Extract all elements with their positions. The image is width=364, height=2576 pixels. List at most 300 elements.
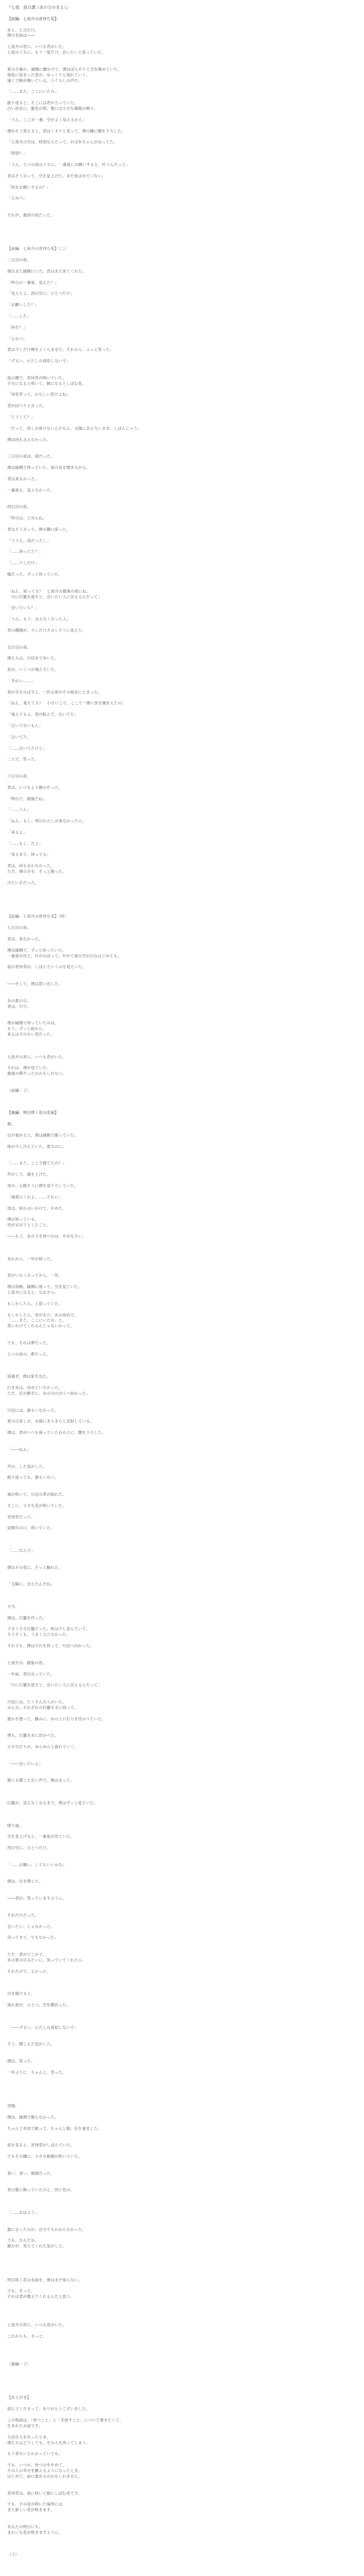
text-line: 僕たちは、川辺まで歩いた。 [7,656,59,661]
text-line: 茜色に染まった雲が、ゆっくりと流れていく。 [7,72,90,77]
text-line: 体が少し冷えていた。夏なのに。 [7,1144,67,1149]
blank-line [7,398,357,403]
blank-line [7,903,357,909]
blank-line [7,1576,357,1582]
text-line: 母が言おうとしたこと。 [7,1223,51,1228]
blank-line [7,762,357,768]
blank-line [7,2317,357,2323]
blank-line [7,448,357,454]
blank-line [7,1189,357,1195]
blank-line [7,824,357,830]
blank-line [7,639,357,645]
blank-line [7,1368,357,1374]
blank-line [7,2020,357,2025]
blank-line [7,499,357,504]
blank-line [7,2480,357,2485]
text-line: 七日目の夜。 [7,925,31,930]
text-line: 夕方。 [7,1604,19,1609]
blank-line [7,2148,357,2154]
text-line: 誰かが、答えてくれた気がした。 [7,2244,67,2249]
blank-line [7,207,357,213]
text-line: 君は来なかった。 [7,476,39,481]
blank-line [7,1139,357,1144]
text-line: 生まれたお話です。 [7,2423,43,2428]
text-line: もう来ないとわかっていても。 [7,2451,63,2456]
text-line: 君はそう言って、僕の隣に座った。 [7,527,71,532]
text-line: 「だって、夜しか咲けないんだもん。太陽に会えないまま、しぼんじゃう」 [7,426,142,431]
blank-line [7,684,357,690]
blank-line [7,157,357,162]
text-line: 声がして、顔を上げた。 [7,1172,51,1177]
blank-line [7,611,357,617]
blank-line [7,706,357,712]
text-line: あの夏の日。 [7,998,31,1003]
blank-line [7,521,357,527]
text-line: 君が手をのばすと、一匹の蛍がその指先にとまった。 [7,689,102,694]
blank-line [7,95,357,100]
text-line: 「……なんで」 [7,1548,35,1553]
text-line: 来るはずのない君だった。 [7,1031,55,1037]
text-line: みんな、それぞれの灯籠を手に持って。 [7,1705,78,1710]
text-line: 「……泣いてたけど」 [7,745,47,751]
text-line: 僕は、灯籠を作った。 [7,1615,47,1620]
blank-line [7,634,357,639]
text-line: 読んでくださって、ありがとうございました。 [7,2406,90,2412]
blank-line [7,1975,357,1980]
text-line: 七夜月の宵に、いつも君がいた。 [7,1054,67,1059]
blank-line [7,942,357,948]
text-line: 「……もし、だよ」 [7,841,43,846]
blank-line [7,1828,357,1834]
text-line: 戻ってきて、でもなかった。 [7,1935,59,1940]
text-line: 「……した」 [7,313,31,318]
text-line: また新しい花が咲きます。 [7,2507,55,2513]
text-line: 下手くそな灯籠だった。紙は少し歪んでいて、 [7,1626,90,1632]
blank-line [7,1885,357,1890]
text-line: 母が、心配そうに僕を見下ろしていた。 [7,1183,78,1189]
text-line: 僕は、君がいつも座っていた石の上に、腰を下ろした。 [7,1430,106,1435]
text-line: 「……また、ここにいたの」と、 [7,1318,67,1323]
blank-line [7,1986,357,1991]
blank-line [7,2340,357,2345]
blank-line [7,1442,357,1447]
blank-line [7,2137,357,2143]
blank-line [7,1414,357,1419]
blank-line [7,1756,357,1761]
blank-line [7,1262,357,1268]
text-line: 五日目の夜。 [7,645,31,650]
text-line: あれから、一年が経った。 [7,1256,55,1261]
blank-line [7,2121,357,2126]
blank-line [7,1750,357,1756]
text-line: 蛍が、いくつか飛んでいた。 [7,667,59,672]
blank-line [7,387,357,393]
text-line: 二人で、笑った。 [7,757,39,762]
blank-line [7,190,357,196]
blank-line [7,1806,357,1812]
blank-line [7,2064,357,2070]
text-line: 君がいなくなってから、一年。 [7,1273,63,1278]
blank-line [7,2390,357,2396]
blank-line [7,1543,357,1548]
blank-line [7,471,357,477]
text-line: 「泣いてた」 [7,734,31,739]
blank-line [7,1795,357,1801]
blank-line [7,976,357,981]
blank-line [7,319,357,325]
text-line: でも、その花が咲いた場所には、 [7,2502,67,2507]
blank-line [7,1436,357,1442]
text-line: もしかしたら、君がまた、あの浴衣で、 [7,1312,78,1317]
text-line: 「来るまで、待ってる」 [7,852,51,857]
blank-line [7,1127,357,1133]
text-line: 最後の夢だったのかもしれない。 [7,1071,67,1076]
blank-line [7,2283,357,2289]
blank-line [7,1245,357,1251]
blank-line [7,1251,357,1257]
blank-line [7,2182,357,2188]
blank-line [7,1997,357,2003]
text-line: （前編・了） [7,1088,31,1093]
blank-line [7,112,357,117]
blank-line [7,1980,357,1986]
text-line: 「昨日は、ごめんね」 [7,516,47,521]
blank-line [7,662,357,667]
blank-line [7,1677,357,1683]
blank-line [7,813,357,819]
text-line: 夕方になると咲いて、朝になるとしぼむ花。 [7,381,86,386]
text-line: 「何を？」 [7,325,27,330]
blank-line [7,1666,357,1672]
text-line: ちゃんと布団で眠って、ちゃんと朝、目を覚ました。 [7,2126,102,2131]
document-body [7,16,357,2558]
blank-line [7,1784,357,1789]
blank-line [7,2457,357,2463]
blank-line [7,56,357,61]
text-line: 僕はまた縁側にいた。君はまた来てくれた。 [7,268,86,274]
text-line: 僕が縁側で待っていたのは、 [7,1021,59,1026]
text-line: 「風邪ひくわよ。……それに」 [7,1194,63,1199]
text-line: 翌朝。 [7,2104,19,2109]
text-line: でもその隣に、小さな朝顔が咲いていた。 [7,2154,82,2159]
text-line: 白い浴衣に、藍色の帯。髪には小さな朝顔の飾り。 [7,106,98,111]
story-section [7,16,357,1111]
blank-line [7,1166,357,1172]
blank-line [7,286,357,292]
blank-line [7,1929,357,1935]
text-line: きれいな花が咲きますように。 [7,2530,63,2535]
text-line: 【あとがき】 [7,2395,31,2400]
blank-line [7,2222,357,2227]
blank-line [7,2519,357,2524]
blank-line [7,1082,357,1088]
text-line: 「……おはよう」 [7,2210,39,2215]
blank-line [7,218,357,224]
text-line: 「ううん。雨だったし」 [7,538,51,543]
text-line: ただ、足が勝手に、あの川のほうへ向かった。 [7,1391,90,1396]
text-line: 振り返っても、誰もいない。 [7,1475,59,1480]
blank-line [7,858,357,863]
blank-line [7,22,357,28]
text-line: それが、最初の夜だった。 [7,212,55,217]
blank-line [7,2177,357,2182]
blank-line [7,1946,357,1952]
text-line: 「きれい……」 [7,678,35,683]
blank-line [7,2233,357,2239]
blank-line [7,275,357,280]
text-line: 「……少しだけ」 [7,561,39,566]
text-line: 【前編：七夜月の宵待ち花】（終） [7,914,69,919]
blank-line [7,342,357,347]
text-line: 「何をお願いするの？」 [7,184,51,190]
blank-line [7,364,357,370]
blank-line [7,252,357,258]
blank-line [7,779,357,785]
blank-line [7,2547,357,2552]
blank-line [7,2261,357,2266]
text-line: 会いたい、じゃなかった。 [7,1924,55,1929]
text-line: 君はそう言って、空を見上げた。まだ星は出ていない。 [7,173,106,178]
blank-line [7,886,357,892]
text-line: 明日咲く花の名前を、僕はまだ知らない。 [7,2277,82,2282]
blank-line [7,2008,357,2014]
blank-line [7,2356,357,2362]
blank-line [7,768,357,774]
blank-line [7,1520,357,1526]
blank-line [7,263,357,269]
document-title: 『七夜 前日譚（あのひのまえ）』 [7,5,70,10]
blank-line [7,2205,357,2210]
text-line: そこに、小さな花が咲いていた。 [7,1503,67,1508]
text-line: 目が覚めると、僕は縁側で眠っていた。 [7,1133,78,1138]
text-line: 母は、何か言いかけて、やめた。 [7,1206,67,1211]
blank-line [7,1722,357,1728]
blank-line [7,1380,357,1385]
blank-line [7,1116,357,1122]
text-line: （後編・了） [7,2362,31,2367]
text-line: 七夜のうちに、もう一度だけ、会いたいと思っていた。 [7,50,106,55]
text-line: 「……お願い、してもいいかな」 [7,1862,67,1867]
text-line: 「――会いたいよ」 [7,1761,43,1766]
text-line: 僕も、灯籠を水に浮かべた。 [7,1733,59,1738]
blank-line [7,600,357,605]
text-line: 【前編：七夜月の宵待ち花】（二） [7,246,69,251]
blank-line [7,970,357,976]
text-line: それは、僕が見ていた、 [7,1065,51,1071]
blank-line [7,241,357,246]
text-line: 僕は知っている。 [7,1217,39,1222]
text-line: 「昨日の一番星、見えた？」 [7,280,59,285]
text-line: 「ひみつ」 [7,336,27,341]
text-line: 庭を見ると、宵待草がしぼんでいた。 [7,2143,74,2148]
text-line: 誰かを想って、静かに、水の上に灯りを浮かべていた。 [7,1716,106,1721]
text-line: ――君が、笑っていますように。 [7,1896,67,1901]
text-line: 「ねえ、覚えてる？ 小さいころ、ここで一緒に蛍を捕まえたの」 [7,701,126,706]
blank-line [7,920,357,925]
blank-line [7,1868,357,1874]
text-line: 「特別？」 [7,151,27,156]
blank-line [7,168,357,174]
text-line: はじめて、前に進めるのかもしれません。 [7,2473,82,2479]
text-line: 夏の日差しが、水面にきらきらと反射している。 [7,1419,94,1424]
text-line: 宵待草だった。 [7,1514,35,1519]
text-line: 昼過ぎ、僕は家を出た。 [7,1374,51,1379]
blank-line [7,544,357,550]
blank-line [7,308,357,314]
text-line: 一番星が出て、月がのぼって、やがて東の空が白みはじめても。 [7,953,122,958]
text-line: 僕は、縁側で眠らなかった。 [7,2114,59,2120]
text-line: 僕は何も言えなかった。 [7,437,51,442]
blank-line [7,1570,357,1576]
blank-line [7,1688,357,1694]
blank-line [7,2485,357,2491]
text-line: ただ、君がどこかで、 [7,1952,47,1957]
blank-line [7,2036,357,2042]
blank-line [7,2429,357,2435]
text-line: 帰り道。 [7,1823,23,1828]
blank-line [7,1638,357,1643]
blank-line [7,1077,357,1082]
blank-line [7,1789,357,1795]
text-line: 二日目の夜。 [7,258,31,263]
text-line: 七夜月の、最後の夜。 [7,1660,47,1665]
blank-line [7,987,357,993]
blank-line [7,1397,357,1402]
blank-line [7,134,357,140]
blank-line [7,583,357,589]
blank-line [7,1919,357,1924]
blank-line [7,1043,357,1049]
blank-line [7,1453,357,1459]
blank-line [7,1329,357,1335]
text-line: 七夜月になると、なおさら。 [7,1290,59,1295]
blank-line [7,1621,357,1627]
text-line: 僕たちはどうしても、その人を待ってしまう。 [7,2440,90,2445]
blank-line [7,2193,357,2199]
text-line: あの夏の日みたいに、笑っていてくれたら。 [7,1957,86,1962]
blank-line [7,2367,357,2373]
blank-line [7,2092,357,2098]
text-line: もう、ずっと前から、 [7,1026,46,1031]
text-line: 「……また、ここにいたの」 [7,89,59,94]
blank-line [7,1402,357,1408]
text-line: 君がぽつりと言った。 [7,403,47,409]
blank-line [7,2446,357,2451]
text-line: 「……うん」 [7,807,31,812]
blank-line [7,875,357,880]
blank-line [7,123,357,129]
text-line: 庭の隅で、宵待草が咲いていた。 [7,375,67,380]
blank-line [7,1649,357,1655]
text-line: 流れ星が、ひとつ、空を横切った。 [7,2003,70,2008]
text-line: 冷たい手だった。 [7,880,39,885]
blank-line [7,2373,357,2379]
blank-line [7,1593,357,1599]
blank-line [7,1150,357,1156]
blank-line [7,1481,357,1486]
text-line: 大切な人を失ったとき、 [7,2434,51,2439]
text-line: 僕は毎晩、縁側に座って、空を見ていた。 [7,1284,82,1290]
blank-line [7,1531,357,1537]
blank-line [7,1694,357,1700]
text-line: 遠くで蝉が鳴いている。ひぐらしの声だ。 [7,78,82,83]
blank-line [7,2311,357,2317]
text-line: 「――ねえ」 [7,1447,31,1452]
text-line: それでも、僕はそれを持って、川辺へ向かった。 [7,1643,94,1649]
text-line: 笑いかけてくれるんじゃないかって。 [7,1324,74,1329]
text-line: 「覚えてるよ。君が転んで、泣いてた」 [7,712,78,717]
text-line: 夏の夕暮れ、縁側に腰かけて、僕はぼんやりと空を眺めていた。 [7,66,122,72]
blank-line [7,2266,357,2272]
text-line: 「ずるい。わたしの真似しないで」 [7,359,71,364]
blank-line [7,1727,357,1733]
blank-line [7,1587,357,1593]
text-line: 「ひみつ」 [7,196,27,201]
blank-line [7,1211,357,1217]
blank-line [7,2031,357,2037]
blank-line [7,1267,357,1273]
text-line: 誰にも聞こえない声で、僕は言った。 [7,1778,74,1783]
blank-line [7,297,357,302]
blank-line [7,2541,357,2547]
blank-line [7,1156,357,1161]
blank-line [7,1009,357,1015]
blank-line [7,420,357,426]
text-line: 「川に灯籠を流すと、会いたい人に会えるんだって」 [7,1683,102,1688]
blank-line [7,566,357,572]
text-line: でも、それは夢だった。 [7,1340,51,1345]
text-line: 嘘だった。ずっと待っていた。 [7,571,62,577]
blank-line [7,2300,357,2306]
blank-line [7,1818,357,1823]
blank-line [7,1941,357,1946]
text-line: これからも、きっと。 [7,2333,47,2338]
blank-line [7,650,357,656]
text-line: 一年前、君が言っていた。 [7,1671,55,1676]
blank-line [7,482,357,488]
text-line: 「どうして？」 [7,415,35,420]
blank-line [7,2384,357,2390]
blank-line [7,2496,357,2502]
text-line: ただ、僕の手を、そっと握った。 [7,869,67,874]
text-line: 僕は縁側で待っていた。雨の音を聞きながら。 [7,465,90,470]
blank-line [7,2345,357,2350]
text-line: もしかしたら、と思っていた。 [7,1301,63,1306]
blank-line [7,1554,357,1560]
text-line: それは君が教えてくれるんだと思う。 [7,2294,74,2299]
text-line: それだけで、よかった。 [7,1969,51,1974]
text-line: 「うん。もう、会えなくなった人」 [7,617,71,622]
blank-line [7,1851,357,1857]
blank-line [7,1049,357,1055]
text-line: 一年ぶりに、ちゃんと、笑った。 [7,2070,67,2075]
text-line: 君は、いつもより静かだった。 [7,785,63,790]
blank-line [7,1200,357,1206]
text-line: 僕は、目を閉じた。 [7,1879,43,1884]
blank-line [7,2401,357,2406]
blank-line [7,1560,357,1565]
text-line: 「お願いした？」 [7,302,39,308]
blank-line [7,2076,357,2081]
blank-line [7,179,357,185]
text-line: 七夜月の宵に、いつも君がいた。 [7,44,67,49]
text-line: 「来るよ」 [7,829,27,835]
blank-line [7,353,357,359]
blank-line [7,2047,357,2053]
blank-line [7,892,357,897]
blank-line [7,510,357,516]
text-line: 僕がそう答えると、君はくすりと笑って、僕の隣に腰を下ろした。 [7,128,126,133]
